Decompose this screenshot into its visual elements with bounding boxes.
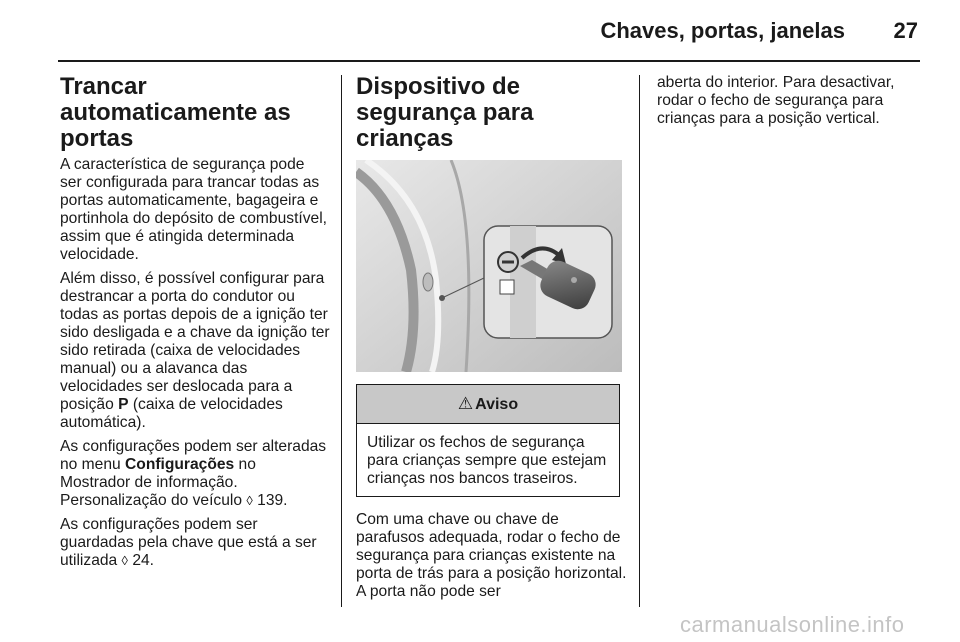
page-reference-link[interactable]: 139. — [257, 492, 288, 509]
heading-child-safety: Dispositivo de segurança para crianças — [356, 73, 534, 152]
column-1 — [60, 74, 330, 576]
page-header — [0, 18, 960, 48]
text-run: Além disso, é possível configurar para destrancar a porta do condutor ou todas as portas depois de a ignição ter sido desligada e a chave da ignição ter sido retirada (caixa de velocidades manual) ou a alavanca das velocidades ser deslocada para a posição — [60, 270, 330, 413]
paragraph-auto-lock-3 — [60, 438, 330, 510]
paragraph-auto-lock-2 — [60, 270, 330, 432]
section-title: Chaves, portas, janelas — [600, 18, 845, 43]
column-2 — [356, 74, 628, 607]
column-3 — [657, 74, 927, 134]
page-reference-link[interactable]: 24. — [132, 552, 155, 569]
text-run: no Mostrador de informação. Personalização do veículo — [60, 456, 256, 509]
text-run: As configurações podem ser alteradas no menu — [60, 438, 327, 473]
warning-text: Utilizar os fechos de segurança para crianças sempre que estejam crianças nos bancos traseiros. — [367, 434, 607, 487]
warning-icon: ⚠ — [457, 394, 474, 413]
warning-header — [357, 385, 619, 424]
text-run: (caixa de velocidades automática). — [60, 396, 283, 431]
header-divider — [58, 60, 920, 62]
page-reference-icon: ◊ — [121, 553, 128, 568]
paragraph-auto-lock-1: A característica de segurança pode ser configurada para trancar todas as portas automaticamente, bagageira e portinhola do depósito de combustível, assim que é atingida determinada velocidade. — [60, 156, 327, 263]
child-lock-illustration — [356, 160, 622, 372]
paragraph-child-lock-1: Com uma chave ou chave de parafusos adequada, rodar o fecho de segurança para crianças existente na porta de trás para a posição horizontal. A porta não pode ser — [356, 511, 627, 600]
paragraph-auto-lock-4 — [60, 516, 330, 570]
warning-box — [356, 384, 620, 497]
page-reference-icon: ◊ — [246, 493, 253, 508]
column-divider-2 — [639, 75, 640, 607]
page-number: 27 — [893, 18, 918, 43]
text-run: As configurações podem ser guardadas pela chave que está a ser utilizada — [60, 516, 317, 569]
warning-title: Aviso — [475, 396, 519, 413]
heading-auto-lock: Trancar automaticamente as portas — [60, 73, 291, 152]
child-lock-key-icon — [356, 160, 622, 372]
menu-name-configuracoes: Configurações — [125, 456, 235, 473]
column-divider-1 — [341, 75, 342, 607]
paragraph-child-lock-2: aberta do interior. Para desactivar, rodar o fecho de segurança para crianças para a posição vertical. — [657, 74, 895, 127]
gear-position-p: P — [118, 396, 129, 413]
watermark: carmanualsonline.info — [680, 612, 905, 637]
